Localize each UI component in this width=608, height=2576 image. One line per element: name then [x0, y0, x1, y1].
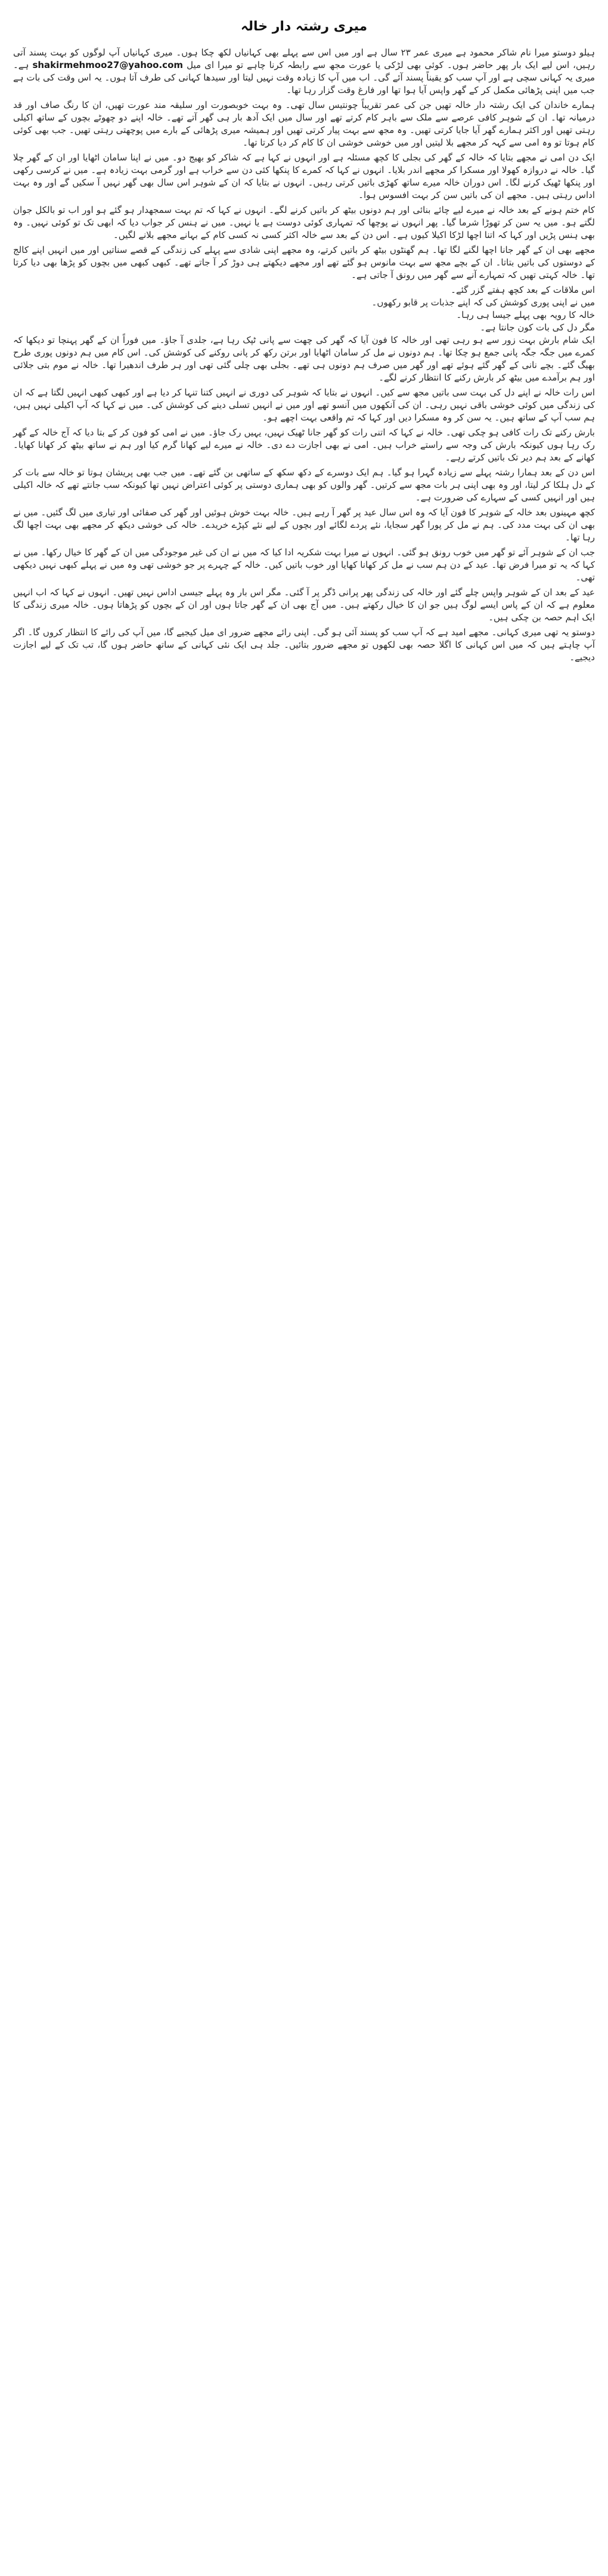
intro-text-start: ہیلو دوستو میرا نام شاکر محمود ہے میری عمر ۲۳ سال ہے اور میں اس سے پہلے بھی کہانیاں لکھ چکا ہوں۔ میری کہانیاں آپ لوگوں کو بہت پسند آتی رہیں، اس لیے ایک بار پھر حاضر ہوں۔ کوئی بھی لڑکی یا عورت مجھ سے رابطہ کرنا چاہے تو میرا ای میل — [13, 47, 595, 70]
story-short-line: میں نے اپنی پوری کوشش کی کہ اپنے جذبات پر قابو رکھوں۔ — [371, 297, 595, 308]
intro-text-end: ہے۔ میری یہ کہانی سچی ہے اور آپ سب کو یقیناً پسند آئے گی۔ اب میں آپ کا زیادہ وقت نہیں لیتا اور سیدھا کہانی کی طرف آتا ہوں۔ یہ اس وقت کی بات ہے جب میں اپنی پڑھائی مکمل کر کے گھر واپس آیا ہوا تھا اور فارغ وقت گزار رہا تھا۔ — [13, 60, 595, 95]
story-paragraph: بارش رکنے تک رات کافی ہو چکی تھی۔ خالہ نے کہا کہ اتنی رات کو گھر جانا ٹھیک نہیں، یہیں رک جاؤ۔ میں نے امی کو فون کر کے بتا دیا کہ آج خالہ کے گھر رک رہا ہوں کیونکہ بارش کی وجہ سے راستے خراب ہیں۔ امی نے بھی اجازت دے دی۔ خالہ نے میرے لیے کھانا گرم کیا اور ہم نے ساتھ بیٹھ کر کھانا کھایا۔ کھانے کے بعد ہم دیر تک باتیں کرتے رہے۔ — [13, 427, 595, 463]
story-paragraph: اس رات خالہ نے اپنے دل کی بہت سی باتیں مجھ سے کیں۔ انہوں نے بتایا کہ شوہر کی دوری نے انہیں کتنا تنہا کر دیا ہے اور کبھی کبھی انہیں لگتا ہے کہ ان کی زندگی میں کوئی خوشی باقی نہیں رہی۔ ان کی آنکھوں میں آنسو تھے اور میں نے انہیں تسلی دینے کی کوشش کی۔ میں نے کہا کہ آپ اکیلی نہیں ہیں، ہم سب آپ کے ساتھ ہیں۔ یہ سن کر وہ مسکرا دیں اور کہا کہ تم واقعی بہت اچھے ہو۔ — [13, 387, 595, 423]
story-short-line: اس ملاقات کے بعد کچھ ہفتے گزر گئے۔ — [451, 284, 595, 295]
author-email[interactable]: shakirmehmoo27@yahoo.com — [32, 60, 184, 70]
story-paragraph: اس دن کے بعد ہمارا رشتہ پہلے سے زیادہ گہرا ہو گیا۔ ہم ایک دوسرے کے دکھ سکھ کے ساتھی بن گئے تھے۔ میں جب بھی پریشان ہوتا تو خالہ سے بات کر کے دل ہلکا کر لیتا، اور وہ بھی اپنی ہر بات مجھ سے کرتیں۔ گھر والوں کو بھی ہماری دوستی پر کوئی اعتراض نہیں تھا کیونکہ سب جانتے تھے کہ خالہ اکیلی ہیں اور انہیں کسی کے سہارے کی ضرورت ہے۔ — [13, 467, 595, 503]
story-paragraph: کچھ مہینوں بعد خالہ کے شوہر کا فون آیا کہ وہ اس سال عید پر گھر آ رہے ہیں۔ خالہ بہت خوش ہوئیں اور گھر کی صفائی اور تیاری میں لگ گئیں۔ میں نے بھی ان کی بہت مدد کی۔ ہم نے مل کر پورا گھر سجایا، نئے پردے لگائے اور بچوں کے لیے نئے کپڑے خریدے۔ خالہ کی خوشی دیکھ کر مجھے بھی بہت اچھا لگ رہا تھا۔ — [13, 507, 595, 543]
document-title: میری رشتہ دار خالہ — [240, 19, 368, 34]
story-paragraph: کام ختم ہونے کے بعد خالہ نے میرے لیے چائے بنائی اور ہم دونوں بیٹھ کر باتیں کرنے لگے۔ انہوں نے کہا کہ تم بہت سمجھدار ہو گئے ہو اور اب تو بالکل جوان لگتے ہو۔ میں یہ سن کر تھوڑا شرما گیا۔ پھر انہوں نے پوچھا کہ تمہاری کوئی دوست ہے یا نہیں۔ میں نے ہنس کر جواب دیا کہ ابھی تک تو کوئی نہیں۔ وہ بھی ہنس پڑیں اور کہا کہ اتنا اچھا لڑکا اکیلا کیوں ہے۔ اس دن کے بعد سے خالہ اکثر کسی نہ کسی کام کے بہانے مجھے بلانے لگیں۔ — [13, 205, 595, 240]
story-paragraph: جب ان کے شوہر آئے تو گھر میں خوب رونق ہو گئی۔ انہوں نے میرا بہت شکریہ ادا کیا کہ میں نے ان کی غیر موجودگی میں ان کے گھر کا خیال رکھا۔ میں نے کہا کہ یہ تو میرا فرض تھا۔ عید کے دن ہم سب نے مل کر کھانا کھایا اور خوب باتیں کیں۔ خالہ کے چہرے پر جو خوشی تھی وہ میں نے پہلے کبھی نہیں دیکھی تھی۔ — [13, 547, 595, 583]
story-paragraph: مجھے بھی ان کے گھر جانا اچھا لگنے لگا تھا۔ ہم گھنٹوں بیٹھ کر باتیں کرتے، وہ مجھے اپنی شادی سے پہلے کی زندگی کے قصے سناتیں اور میں انہیں اپنے کالج کے دوستوں کی باتیں بتاتا۔ ان کے بچے مجھ سے بہت مانوس ہو گئے تھے اور مجھے دیکھتے ہی دوڑ کر آ جاتے تھے۔ کبھی کبھی میں بچوں کو پڑھا بھی دیا کرتا تھا۔ خالہ کہتی تھیں کہ تمہارے آنے سے گھر میں رونق آ جاتی ہے۔ — [13, 245, 595, 280]
story-paragraph: ایک شام بارش بہت زور سے ہو رہی تھی اور خالہ کا فون آیا کہ گھر کی چھت سے پانی ٹپک رہا ہے، جلدی آ جاؤ۔ میں فوراً ان کے گھر پہنچا تو دیکھا کہ کمرے میں جگہ جگہ پانی جمع ہو چکا تھا۔ ہم دونوں نے مل کر سامان اٹھایا اور برتن رکھ کر پانی روکنے کی کوشش کی۔ اس کام میں ہم دونوں پوری طرح بھیگ گئے۔ بچے نانی کے گھر گئے ہوئے تھے اور گھر میں صرف ہم دونوں ہی تھے۔ بجلی بھی چلی گئی تھی اور ہر طرف اندھیرا تھا۔ خالہ نے موم بتی جلائی اور ہم برآمدے میں بیٹھ کر بارش رکنے کا انتظار کرنے لگے۔ — [13, 335, 595, 383]
story-paragraph: دوستو یہ تھی میری کہانی۔ مجھے امید ہے کہ آپ سب کو پسند آئی ہو گی۔ اپنی رائے مجھے ضرور ای میل کیجیے گا، میں آپ کی رائے کا انتظار کروں گا۔ اگر آپ چاہتے ہیں کہ میں اس کہانی کا اگلا حصہ بھی لکھوں تو مجھے ضرور بتائیں۔ جلد ہی ایک نئی کہانی کے ساتھ حاضر ہوں گا، تب تک کے لیے اجازت دیجیے۔ — [13, 627, 595, 663]
story-short-line: مگر دل کی بات کون جانتا ہے۔ — [480, 322, 595, 333]
intro-paragraph — [13, 47, 595, 97]
story-paragraph: ہمارے خاندان کی ایک رشتہ دار خالہ تھیں جن کی عمر تقریباً چونتیس سال تھی۔ وہ بہت خوبصورت اور سلیقہ مند عورت تھیں، ان کا رنگ صاف اور قد درمیانہ تھا۔ ان کے شوہر کافی عرصے سے ملک سے باہر کام کرتے تھے اور سال میں ایک آدھ بار ہی گھر آتے تھے۔ خالہ اپنے دو چھوٹے بچوں کے ساتھ اکیلی رہتی تھیں اور اکثر ہمارے گھر آیا جایا کرتی تھیں۔ وہ مجھ سے بہت پیار کرتی تھیں اور ہمیشہ میری پڑھائی کے بارے میں پوچھتی رہتی تھیں۔ جب بھی کوئی کام ہوتا تو وہ امی سے کہہ کر مجھے بلا لیتیں اور میں خوشی خوشی ان کا کام کر دیا کرتا تھا۔ — [13, 100, 595, 148]
story-paragraph: ایک دن امی نے مجھے بتایا کہ خالہ کے گھر کی بجلی کا کچھ مسئلہ ہے اور انہوں نے کہا ہے کہ شاکر کو بھیج دو۔ میں نے اپنا سامان اٹھایا اور ان کے گھر چلا گیا۔ خالہ نے دروازہ کھولا اور مسکرا کر مجھے اندر بلایا۔ انہوں نے کہا کہ کمرے کا پنکھا کئی دن سے خراب ہے اور گرمی بہت زیادہ ہے۔ میں نے کرسی رکھی اور پنکھا ٹھیک کرنے لگا۔ اس دوران خالہ میرے ساتھ کھڑی باتیں کرتی رہیں۔ انہوں نے بتایا کہ ان کے شوہر اس سال بھی گھر نہیں آ سکیں گے اور وہ بہت اداس رہتی ہیں۔ مجھے ان کی باتیں سن کر بہت افسوس ہوا۔ — [13, 152, 595, 200]
story-body — [13, 47, 595, 664]
story-short-line: خالہ کا رویہ بھی پہلے جیسا ہی رہا۔ — [456, 310, 595, 320]
story-paragraph: عید کے بعد ان کے شوہر واپس چلے گئے اور خالہ کی زندگی پھر پرانی ڈگر پر آ گئی۔ مگر اس بار وہ پہلے جیسی اداس نہیں تھیں۔ انہوں نے کہا کہ اب انہیں معلوم ہے کہ ان کے پاس ایسے لوگ ہیں جو ان کا خیال رکھتے ہیں۔ میں آج بھی ان کے گھر جاتا ہوں اور ان کے بچوں کو پڑھاتا ہوں۔ خالہ میری زندگی کا ایک اہم حصہ بن چکی ہیں۔ — [13, 587, 595, 623]
